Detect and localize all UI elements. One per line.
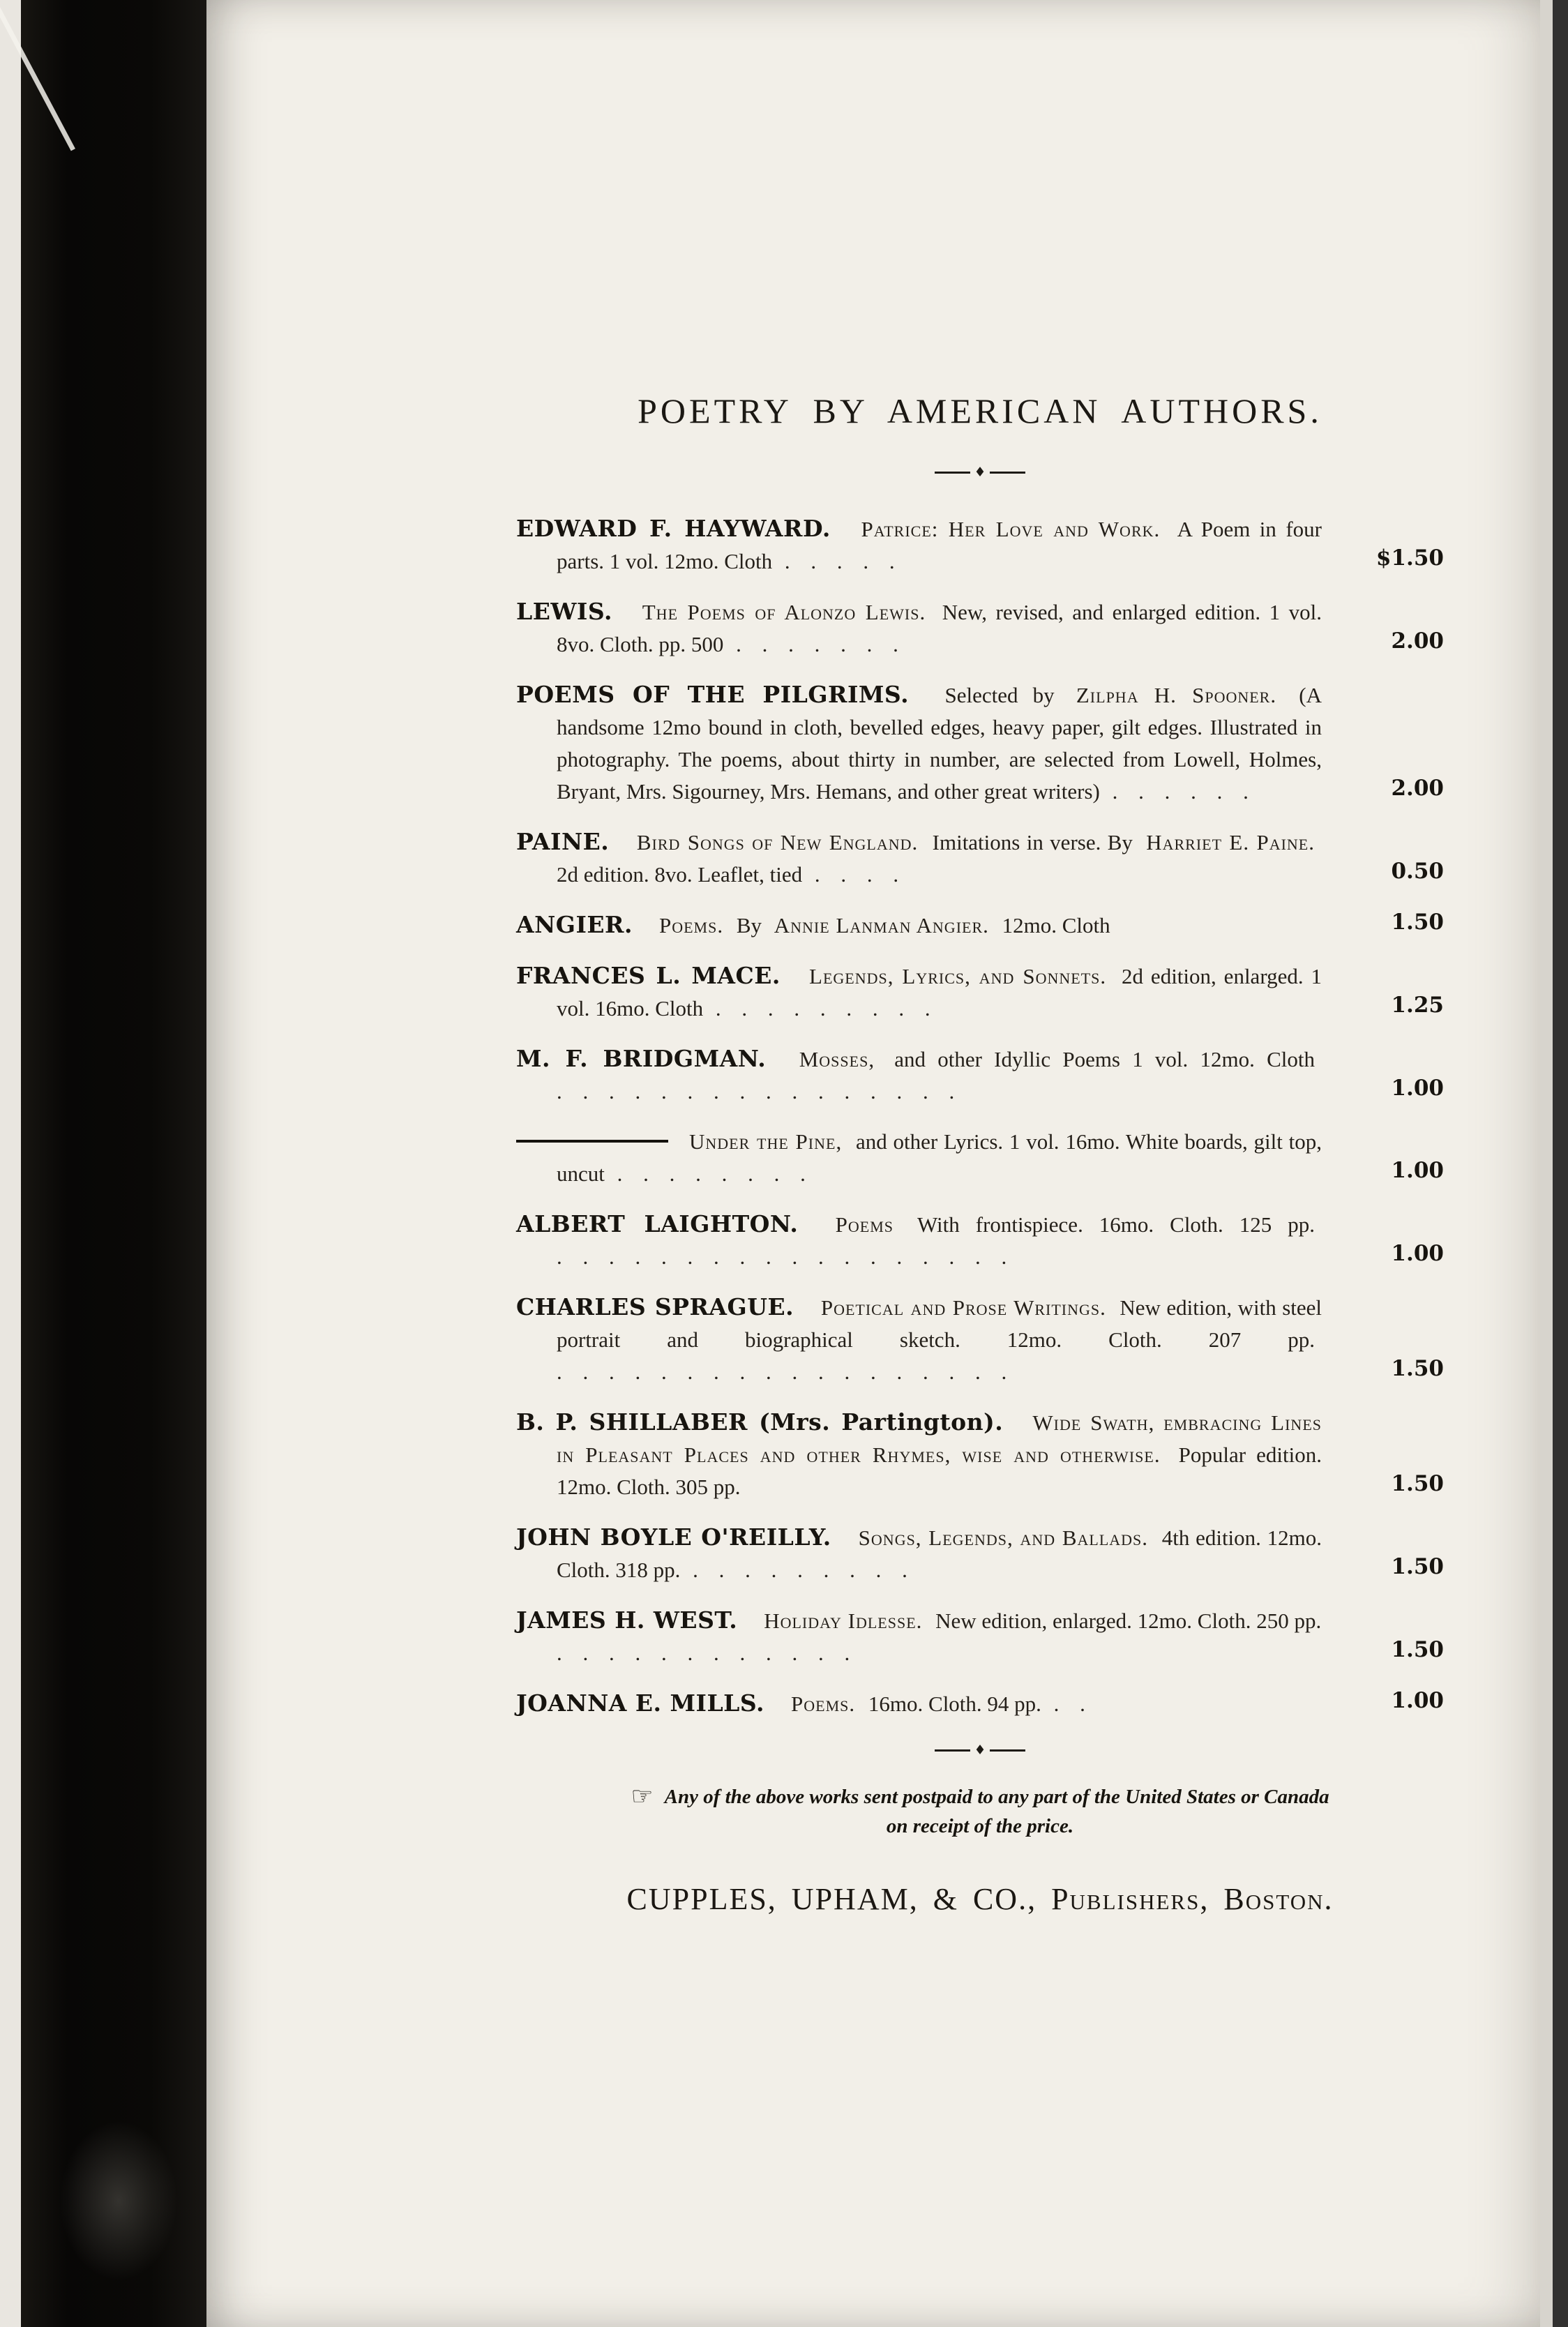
entry-text: Poetical and Prose Writings. bbox=[820, 1295, 1113, 1320]
book-entry bbox=[516, 1687, 1444, 1720]
entry-author: FRANCES L. MACE. bbox=[516, 962, 792, 989]
page-content bbox=[516, 0, 1444, 1917]
entry-text: New edition, enlarged. 12mo. Cloth. 250 pp. bbox=[935, 1609, 1322, 1633]
book-entry bbox=[516, 596, 1444, 661]
entry-author: LEWIS. bbox=[516, 598, 624, 625]
dot-leader: . . . . . . . . . bbox=[715, 996, 938, 1021]
entry-text: Bird Songs of New England. bbox=[636, 830, 926, 854]
book-page bbox=[206, 0, 1540, 2327]
entry-price: 1.50 bbox=[1391, 910, 1444, 935]
publisher-role-city: Publishers, Boston. bbox=[1051, 1882, 1334, 1916]
entry-price: 1.50 bbox=[1391, 1356, 1444, 1381]
entry-author: B. P. SHILLABER (Mrs. Partington). bbox=[516, 1408, 1015, 1436]
entry-author: CHARLES SPRAGUE. bbox=[516, 1293, 803, 1320]
book-entry bbox=[516, 1126, 1444, 1190]
entry-text: Under the Pine, bbox=[689, 1129, 849, 1154]
entry-author: POEMS OF THE PILGRIMS. bbox=[516, 681, 927, 708]
entry-author: EDWARD F. HAYWARD. bbox=[516, 515, 843, 542]
entry-price: 1.50 bbox=[1391, 1637, 1444, 1662]
entry-author: ANGIER. bbox=[516, 911, 641, 938]
entry-text: and other Idyllic Poems 1 vol. 12mo. Cloth bbox=[894, 1047, 1315, 1071]
entry-text: Songs, Legends, and Ballads. bbox=[858, 1526, 1155, 1550]
entry-text: and other Lyrics. 1 vol. 16mo. White boards, gilt top, uncut bbox=[557, 1129, 1322, 1186]
dot-leader: . . . . . . . . bbox=[617, 1161, 813, 1186]
entry-text: Poems bbox=[835, 1212, 911, 1237]
entry-text: 16mo. Cloth. 94 pp. bbox=[868, 1692, 1047, 1716]
scan-smudge-bottom-left bbox=[59, 2121, 178, 2281]
shipping-note bbox=[516, 1782, 1444, 1841]
entry-text: 4th edition. 12mo. Cloth. 318 pp. bbox=[557, 1526, 1322, 1582]
scan-light-strip-right bbox=[1539, 0, 1553, 2327]
entry-price: 0.50 bbox=[1391, 859, 1444, 884]
publisher-name: CUPPLES, UPHAM, & CO., bbox=[626, 1882, 1037, 1916]
manicule-icon: ☞ bbox=[631, 1782, 654, 1811]
entry-author: PAINE. bbox=[516, 828, 619, 855]
book-entry bbox=[516, 1291, 1444, 1388]
dot-leader: . . . . . . . bbox=[736, 632, 906, 656]
book-entry bbox=[516, 1521, 1444, 1586]
book-entry bbox=[516, 679, 1444, 808]
entry-text: Selected by bbox=[944, 683, 1069, 707]
entry-text: New, revised, and enlarged edition. 1 vol. 8vo. Cloth. pp. 500 bbox=[557, 600, 1322, 656]
dot-leader: . . . . . . . . . bbox=[693, 1558, 915, 1582]
book-entry bbox=[516, 513, 1444, 578]
page-title: POETRY BY AMERICAN AUTHORS. bbox=[638, 391, 1322, 430]
book-entry bbox=[516, 1043, 1444, 1108]
entry-text: Patrice: Her Love and Work. bbox=[861, 517, 1170, 541]
section-divider bbox=[935, 466, 1025, 479]
dot-leader: . . bbox=[1053, 1692, 1093, 1716]
scratch-mark bbox=[0, 7, 75, 151]
entry-price: 1.00 bbox=[1391, 1241, 1444, 1266]
entry-text: 2d edition, enlarged. 1 vol. 16mo. Cloth bbox=[557, 964, 1322, 1021]
dot-leader: . . . . bbox=[814, 862, 907, 887]
shipping-note-line1: Any of the above works sent postpaid to any part of the United States or Canada bbox=[664, 1786, 1329, 1808]
diamond-ornament-icon: ♦ bbox=[974, 1742, 986, 1758]
entry-author: M. F. BRIDGMAN. bbox=[516, 1045, 781, 1072]
entry-text: (A handsome 12mo bound in cloth, bevelled edges, heavy paper, gilt edges. Illustrated in photography. The poems, about thirty in number, are selected from Lowell, Holmes, Bryant, Mrs. Sigourney, Mrs. Hemans, and other great writers) bbox=[557, 683, 1322, 804]
entry-text: Imitations in verse. By bbox=[932, 830, 1140, 854]
publisher-line bbox=[516, 1881, 1444, 1917]
entry-text: Harriet E. Paine. bbox=[1146, 830, 1315, 854]
scan-dark-edge-right bbox=[1553, 0, 1568, 2327]
dot-leader: . . . . . . . . . . . . . . . . bbox=[557, 1079, 963, 1104]
entry-text: With frontispiece. 16mo. Cloth. 125 pp. bbox=[917, 1212, 1316, 1237]
book-entry bbox=[516, 1406, 1444, 1503]
divider-line bbox=[935, 472, 970, 474]
entry-price: 2.00 bbox=[1391, 628, 1444, 654]
section-divider bbox=[935, 1744, 1025, 1757]
book-list bbox=[516, 513, 1444, 1720]
divider-line bbox=[935, 1749, 970, 1752]
entry-text: Annie Lanman Angier. bbox=[774, 913, 995, 937]
entry-text: By bbox=[736, 913, 767, 937]
dot-leader: . . . . . . . . . . . . bbox=[557, 1641, 858, 1665]
entry-price: 1.50 bbox=[1391, 1554, 1444, 1579]
book-entry bbox=[516, 826, 1444, 891]
entry-text: Wide Swath, embracing Lines in Pleasant Places and other Rhymes, wise and otherwise. bbox=[557, 1410, 1322, 1467]
diamond-ornament-icon: ♦ bbox=[974, 465, 986, 480]
entry-text: Poems. bbox=[658, 913, 730, 937]
dot-leader: . . . . . . . . . . . . . . . . . . bbox=[557, 1360, 1015, 1384]
entry-text: Mosses, bbox=[799, 1047, 888, 1071]
entry-text: Holiday Idlesse. bbox=[764, 1609, 929, 1633]
entry-text: Zilpha H. Spooner. bbox=[1076, 683, 1292, 707]
book-entry bbox=[516, 1604, 1444, 1669]
entry-author: JOHN BOYLE O'REILLY. bbox=[516, 1523, 840, 1551]
book-entry bbox=[516, 1208, 1444, 1273]
entry-price: 1.00 bbox=[1391, 1688, 1444, 1713]
entry-text: Popular edition. 12mo. Cloth. 305 pp. bbox=[557, 1443, 1322, 1499]
entry-price: 1.00 bbox=[1391, 1158, 1444, 1183]
entry-author: JOANNA E. MILLS. bbox=[516, 1689, 774, 1717]
dot-leader: . . . . . . . . . . . . . . . . . . bbox=[557, 1244, 1015, 1269]
entry-text: 12mo. Cloth bbox=[1002, 913, 1110, 937]
em-rule bbox=[516, 1140, 668, 1143]
entry-price: 1.50 bbox=[1391, 1471, 1444, 1496]
scan-dark-edge-left bbox=[21, 0, 206, 2327]
divider-line bbox=[990, 472, 1025, 474]
divider-line bbox=[990, 1749, 1025, 1752]
entry-text: The Poems of Alonzo Lewis. bbox=[642, 600, 935, 624]
entry-text: New edition, with steel portrait and biographical sketch. 12mo. Cloth. 207 pp. bbox=[557, 1295, 1322, 1352]
entry-price: 1.25 bbox=[1391, 993, 1444, 1018]
entry-text: Poems. bbox=[791, 1692, 861, 1716]
book-entry bbox=[516, 909, 1444, 942]
entry-author: JAMES H. WEST. bbox=[516, 1606, 746, 1634]
dot-leader: . . . . . bbox=[784, 549, 903, 573]
entry-text: Legends, Lyrics, and Sonnets. bbox=[809, 964, 1115, 988]
entry-text: 2d edition. 8vo. Leaflet, tied bbox=[557, 862, 808, 887]
shipping-note-line2: on receipt of the price. bbox=[886, 1815, 1074, 1837]
entry-price: 1.00 bbox=[1391, 1076, 1444, 1101]
entry-text: A Poem in four parts. 1 vol. 12mo. Cloth bbox=[557, 517, 1322, 573]
dot-leader: . . . . . . bbox=[1112, 779, 1256, 804]
entry-price: 2.00 bbox=[1391, 776, 1444, 801]
entry-author: ALBERT LAIGHTON. bbox=[516, 1210, 817, 1237]
entry-price: $1.50 bbox=[1375, 545, 1444, 571]
book-entry bbox=[516, 960, 1444, 1025]
